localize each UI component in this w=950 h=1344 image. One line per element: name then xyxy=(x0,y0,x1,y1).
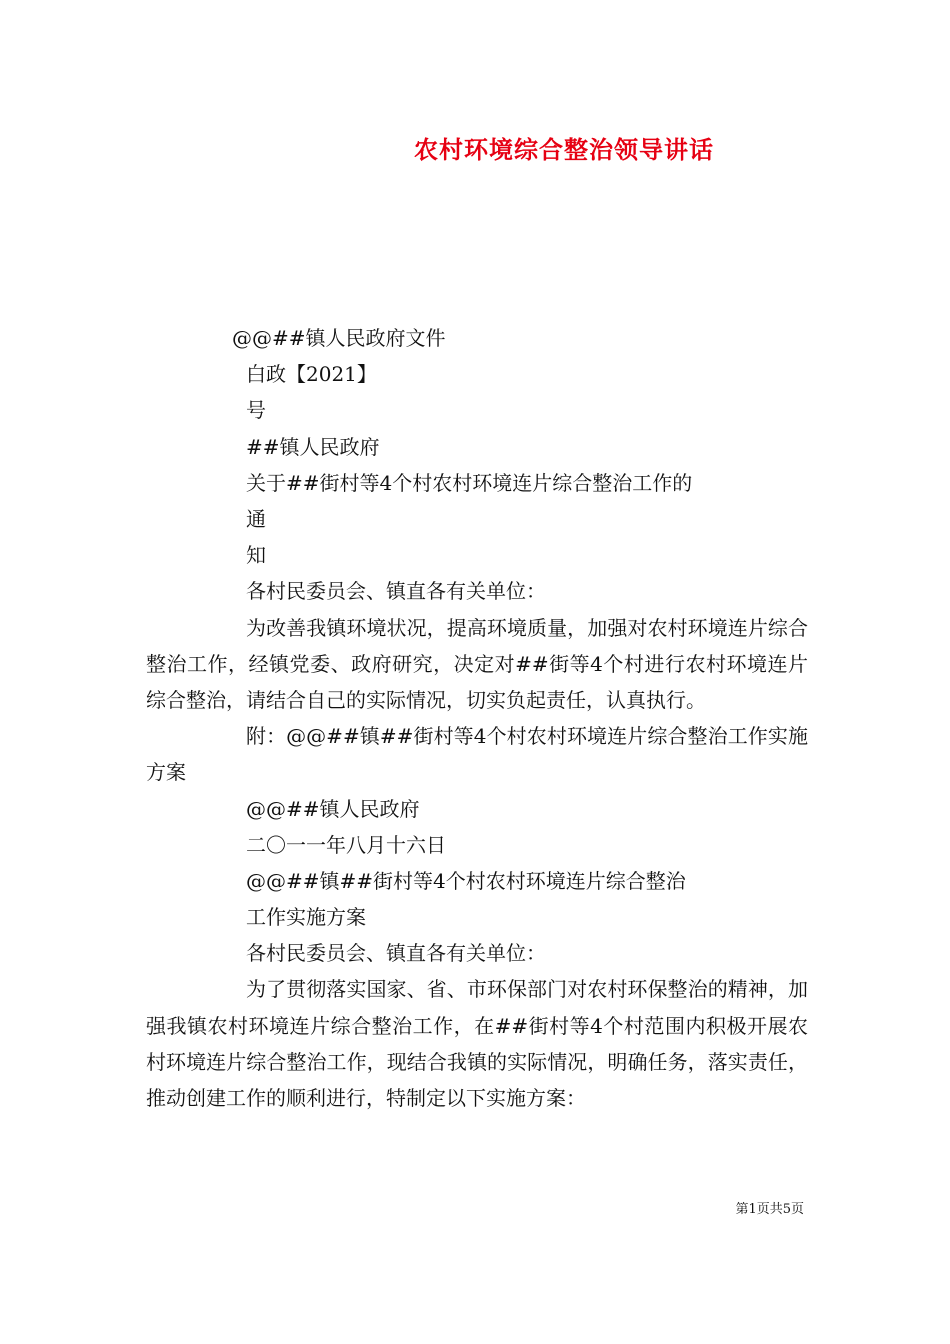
document-number: 白政【2021】 xyxy=(246,362,377,387)
notice-subject: 关于##街村等4个村农村环境连片综合整治工作的 xyxy=(246,470,693,495)
document-number-suffix: 号 xyxy=(246,398,266,423)
issuer-name: ##镇人民政府 xyxy=(246,434,380,459)
signature-issuer: @@##镇人民政府 xyxy=(246,796,420,821)
notice-paragraph: 为改善我镇环境状况，提高环境质量，加强对农村环境连片综合整治工作，经镇党委、政府研究，决定对##街等4个村进行农村环境连片综合整治，请结合自己的实际情况，切实负起责任，认真执行。 xyxy=(146,615,808,712)
notice-word-1: 通 xyxy=(246,506,266,531)
attachment-paragraph: 附：@@##镇##街村等4个村农村环境连片综合整治工作实施方案 xyxy=(146,724,808,785)
plan-paragraph: 为了贯彻落实国家、省、市环保部门对农村环保整治的精神，加强我镇农村环境连片综合整治工作，在##街村等4个村范围内积极开展农村环境连片综合整治工作，现结合我镇的实际情况，明确任务，落实责任，推动创建工作的顺利进行，特制定以下实施方案： xyxy=(146,977,808,1111)
plan-title-line-2: 工作实施方案 xyxy=(246,905,366,930)
notice-word-2: 知 xyxy=(246,543,266,568)
issuer-line: @@##镇人民政府文件 xyxy=(232,326,446,350)
addressee: 各村民委员会、镇直各有关单位： xyxy=(246,579,546,604)
signature-date: 二〇一一年八月十六日 xyxy=(246,832,446,857)
plan-title-line-1: @@##镇##街村等4个村农村环境连片综合整治 xyxy=(246,868,686,893)
document-body xyxy=(146,320,808,1116)
document-title: 农村环境综合整治领导讲话 xyxy=(414,135,714,164)
page-footer: 第1页共5页 xyxy=(735,1202,804,1217)
plan-addressee: 各村民委员会、镇直各有关单位： xyxy=(246,941,546,966)
